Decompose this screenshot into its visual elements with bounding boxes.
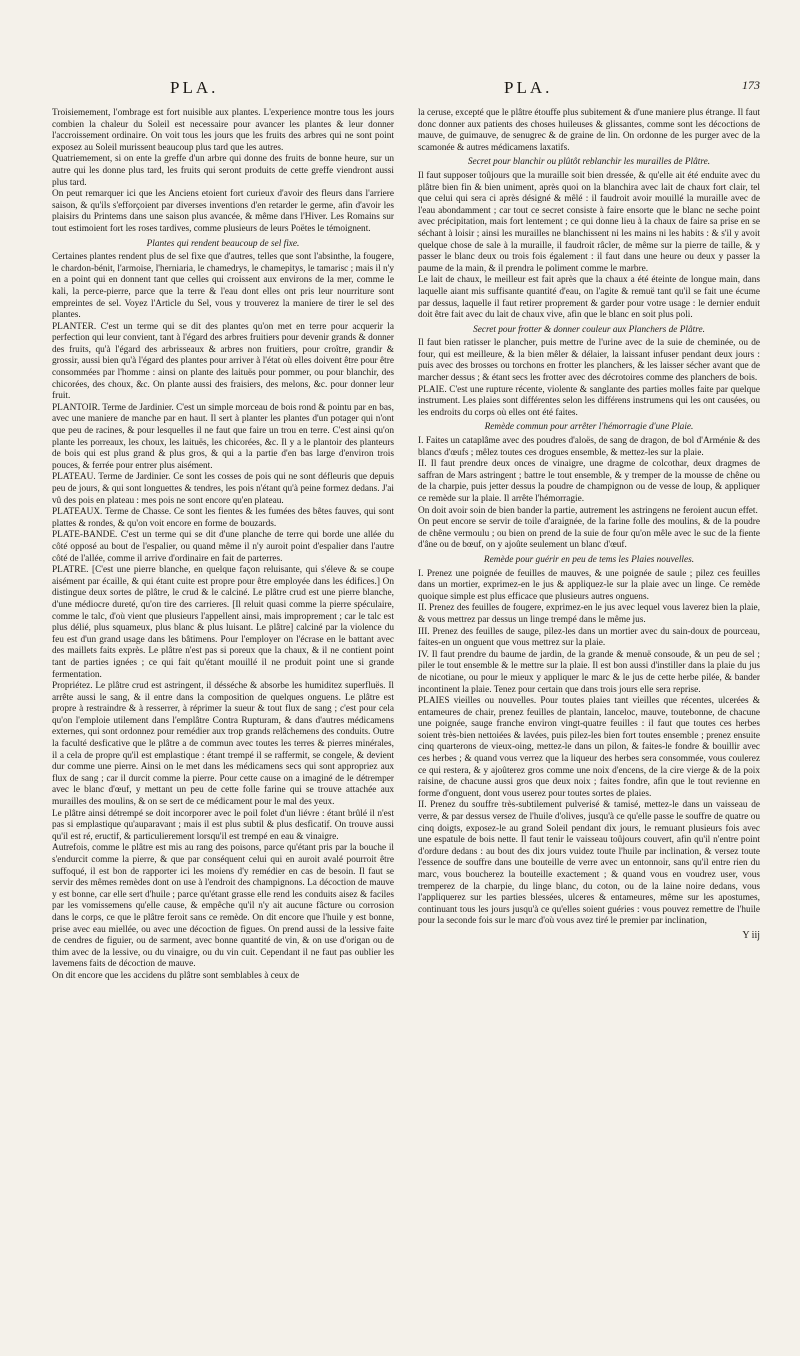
paragraph: Autrefois, comme le plâtre est mis au rang des poisons, parce qu'étant pris par la bouche il s'endurcit comme la pierre, & que par conséquent celui qui en auroit avalé pourroit être suffoqué, il est bon de rapporter ici les moiens d'y remédier en cas de besoin. Il faut se servir des mêmes remèdes dont on use à l'endroit des champignons. La décoction de mauve y est bonne, car elle sert d'huile ; parce qu'étant grasse elle rend les conduits aisez & faciles par les vomissemens qu'elle cause, & empêche qu'il n'y ait aucune fâcture ou corrosion dans le corps, ce que le plâtre feroit sans ce remède. On dit encore que l'huile y est bonne, prise avec eau miellée, ou avec une décoction de figues. On prend aussi de la lessive faite de cendres de figuier, ou de sarment, avec bonne quantité de vin, & on use d'origan ou de thim avec de la lessive, ou du vinaigre, ou du vin cuit. Cependant il ne faut pas oublier les lavemens faits de décoction de mauve. <box>52 843 394 970</box>
paragraph: IV. Il faut prendre du baume de jardin, de la grande & menuë consoude, & un peu de sel ; piler le tout ensemble & le mettre sur la plaie. Il est bon aussi d'instiller dans la plaie du jus de nicotiane, ou pour le mieux y appliquer le marc & le jus de cette herbe pilée, & bander incontinent la plaie. Tenez pour certain que dans trois jours elle sera reprise. <box>418 649 760 695</box>
left-column <box>52 108 394 983</box>
paragraph: On peut encore se servir de toile d'araignée, de la farine folle des moulins, & de la poudre de chêne vermoulu ; ou bien on prend de la suie de four qu'on mêle avec le suc de la fiente d'âne ou de bœuf, on y ajoûte seulement un blanc d'œuf. <box>418 517 760 551</box>
page-number: 173 <box>742 78 760 92</box>
paragraph: Il faut bien ratisser le plancher, puis mettre de l'urine avec de la suie de cheminée, ou de four, qui est meilleure, & la bien mêler & délaier, la laissant infuser pendant deux jours : puis avec des brosses ou torchons en frotter les planchers, & les laisser sécher avant que de marcher dessus ; & étant secs les frotter avec des décrotoires comme des planchers de bois. <box>418 338 760 384</box>
paragraph: la ceruse, excepté que le plâtre étouffe plus subitement & d'une maniere plus étrange. Il faut donc donner aux patients des choses huileuses & glissantes, comme sont les décoctions de mauve, de guimauve, de senugrec & de graine de lin. On ordonne de les purger avec de la scamonée & autres médicamens laxatifs. <box>418 108 760 153</box>
section-heading: Remède pour guérir en peu de tems les Plaies nouvelles. <box>483 554 695 565</box>
paragraph: II. Il faut prendre deux onces de vinaigre, une dragme de colcothar, deux dragmes de saffran de Mars astringent ; battre le tout ensemble, & y tremper de la mousse de chêne ou de la charpie, puis jetter dessus la poudre de champignon ou de vesse de loup, & appliquer ce remède sur la plaie. Il arrête l'hémorragie. <box>418 459 760 504</box>
paragraph: PLATE-BANDE. C'est un terme qui se dit d'une planche de terre qui borde une allée du côté opposé au bout de l'espalier, ou quand même il n'y auroit point d'espalier dans l'autre côté de l'allée, comme il arrive d'ordinaire en fait de parterres. <box>52 530 394 564</box>
section-heading: Remède commun pour arrêter l'hémorragie d'une Plaie. <box>484 422 694 433</box>
signature-mark: Y iij <box>742 929 760 941</box>
paragraph: Certaines plantes rendent plus de sel fixe que d'autres, telles que sont l'absinthe, la fougere, le chardon-bénit, l'armoise, l'herniaria, le chamedrys, le chamepitys, le tamarisc ; mais il n'y en a point qui en donnent tant que celles qui croissent aux environs de la mer, comme le kali, la perce-pierre, parce que la terre & l'eau dont elles ont pris leur nourriture sont empreintes de sel. Voyez l'Article du Sel, vous y trouverez la maniere de tirer le sel des plantes. <box>52 252 394 321</box>
section-heading: Secret pour blanchir ou plûtôt reblanchir les murailles de Plâtre. <box>467 157 711 168</box>
paragraph: On doit avoir soin de bien bander la partie, autrement les astringens ne feroient aucun effet. <box>418 505 758 516</box>
paragraph: Il faut supposer toûjours que la muraille soit bien dressée, & qu'elle ait été enduite avec du plâtre bien fin & bien uniment, après quoi on la blanchira avec lait de chaux fort clair, tel que celui qui sera ci après désigné & mêlé : il faudroit avoir mouillé la muraille avec de l'eau abondamment ; car tout ce secret consiste à faire ensorte que le blanc ne seche point avec précipitation, mais fort lentement ; ce qui donne lieu à la chaux de faire sa prise en se séchant à loisir ; ainsi les murailles ne blanchissent ni les mains ni les habits : & s'il y avoit quelque chose de sale à la muraille, il faudroit râcler, de même sur la pierre de taille, & y passer le blanc deux ou trois fois également : il faut dans une heure ou deux y passer la paume de la main, & il prendra le poliment comme le marbre. <box>418 170 760 274</box>
text-columns <box>52 108 760 983</box>
paragraph: Le lait de chaux, le meilleur est fait après que la chaux a été éteinte de longue main, dans laquelle aiant mis suffisante quantité d'eau, on l'agite & remuë tant qu'il se fait une écume par dessus, laquelle il faut retirer proprement & garder pour votre usage : le dernier enduit doit être fait avec du lait de chaux vive, afin que le blanc en soit plus poli. <box>418 275 760 321</box>
paragraph: I. Faites un cataplâme avec des poudres d'aloës, de sang de dragon, de bol d'Arménie & des blancs d'œufs ; mêlez toutes ces drogues ensemble, & mettez-les sur la plaie. <box>418 436 760 458</box>
paragraph: PLATEAU. Terme de Jardinier. Ce sont les cosses de pois qui ne sont défleuris que depuis peu de jours, & qui sont longuettes & tendres, les pois n'étant qu'à peine formez dedans. J'ai vû des pois en plateau : mes pois ne sont encore qu'en plateau. <box>52 472 394 506</box>
paragraph: II. Prenez des feuilles de fougere, exprimez-en le jus avec lequel vous laverez bien la plaie, & vous mettrez par dessus un linge trempé dans le même jus. <box>418 603 760 625</box>
paragraph: Troisiemement, l'ombrage est fort nuisible aux plantes. L'experience montre tous les jours combien la chaleur du Soleil est necessaire pour avancer les plantes & leur donner l'accroissement ordinaire. On voit tous les jours que les fruits des arbres qui ne sont point exposez au Soleil murissent beaucoup plus tard que les autres. <box>52 108 394 153</box>
paragraph: PLAIE. C'est une rupture récente, violente & sanglante des parties molles faite par quelque instrument. Les plaies sont différentes selon les différens instrumens qui les ont causées, ou les endroits du corps où elles ont été faites. <box>418 384 760 418</box>
paragraph: PLANTOIR. Terme de Jardinier. C'est un simple morceau de bois rond & pointu par en bas, avec une maniere de manche par en haut. Il sert à planter les plantes d'un potager qui n'ont que peu de racines, & pour lesquelles il ne faut que faire un trou en terre. C'est ainsi qu'on plante les porreaux, les choux, les laituës, les chicorées, &c. Il y a le plantoir des planteurs de bois qui est plus grand & plus gros, & qui a la partie d'en bas large d'environ trois pouces, & ferrée pour entrer plus aisément. <box>52 402 394 471</box>
paragraph: On peut remarquer ici que les Anciens etoient fort curieux d'avoir des fleurs dans l'arriere saison, & qu'ils s'efforçoient par diverses inventions d'en retarder le germe, afin d'avoir les plaisirs du Printems dans une saison plus avancée, & même dans l'Hiver. Les Romains sur tout estimoient fort les roses tardives, comme plusieurs de leurs Poëtes le témoignent. <box>52 189 394 234</box>
paragraph: PLATRE. [C'est une pierre blanche, en quelque façon reluisante, qui s'éleve & se coupe aisément par écaille, & qui étant cuite est propre pour être employée dans les édifices.] On distingue deux sortes de plâtre, le crud & le calciné. Le plâtre crud est une pierre blanche, d'une médiocre dureté, qu'on tire des carrieres. [Il reluit quasi comme la pierre spéculaire, comme le talc, d'où vient que plusieurs l'appellent ainsi, mais improprement ; car le talc est plus délié, plus squameux, plus blanc & plus luisant. Le plâtre] calciné par la violence du feu est d'un grand usage dans les bâtimens. Pour l'employer on l'écrase en le battant avec des maillets faits exprès. Le plâtre n'est pas si poreux que la chaux, & il ne contient point tant de parties ignées ; ce qui fait qu'étant mouillé il ne produit point une si grande fermentation. <box>52 565 394 680</box>
section-heading: Secret pour frotter & donner couleur aux Planchers de Plâtre. <box>473 324 705 335</box>
paragraph: PLANTER. C'est un terme qui se dit des plantes qu'on met en terre pour acquerir la perfection qui leur convient, tant à l'égard des arbres fruitiers pour devenir grands & donner des fruits, qu'à l'égard des arbrisseaux & arbres non fruitiers, pour croître, grandir & grossir, aussi bien qu'à l'égard des plantes pour arriver à l'état où elles doivent être pour être consommées par l'homme : ainsi on plante des laituës pour pommer, ou pour blanchir, des chicorées, des choux, &c. On plante aussi des fraisiers, des melons, &c. pour donner leur fruit. <box>52 321 394 402</box>
paragraph: PLATEAUX. Terme de Chasse. Ce sont les fientes & les fumées des bêtes fauves, qui sont plattes & rondes, & qu'on voit encore en forme de bouzards. <box>52 507 394 529</box>
paragraph: III. Prenez des feuilles de sauge, pilez-les dans un mortier avec du sain-doux de pourceau, faites-en un onguent que vous mettrez sur la plaie. <box>418 626 760 649</box>
paragraph: I. Prenez une poignée de feuilles de mauves, & une poignée de saule ; pilez ces feuilles dans un mortier, exprimez-en le jus & appliquez-le sur la plaie avec un linge. Ce remède quoique simple est plus efficace que plusieurs autres onguens. <box>418 568 760 602</box>
paragraph: II. Prenez du souffre très-subtilement pulverisé & tamisé, mettez-le dans un vaisseau de verre, & par dessus versez de l'huile d'olives, jusqu'à ce qu'elle passe le souffre de quatre ou cinq doigts, exposez-le au grand Soleil pendant dix jours, le remuant plusieurs fois avec une espatule de bois nette. Il faut tenir le vaisseau toûjours couvert, afin qu'il n'entre point d'ordure dedans : au bout des dix jours vuidez toute l'huile par inclination, & versez toute l'essence de souffre dans une bouteille de verre avec un entonnoir, sans qu'il entre rien du marc, vous boucherez la bouteille exactement ; & quand vous en voudrez user, vous tremperez de la charpie, du linge blanc, du coton, ou de la laine noire dedans, vous l'appliquerez sur les parties blessées, ulceres & entameures, même sur les apostumes, continuant tous les jours jusqu'à ce qu'elles soient guéries : vous pouvez remettre de l'huile pour la seconde fois sur le marc d'où vous avez tiré le premier par inclination, <box>418 800 760 927</box>
paragraph: PLAIES vieilles ou nouvelles. Pour toutes plaies tant vieilles que récentes, ulcerées & entameures de chair, prenez feuilles de plantain, lanceloc, mauve, toutebonne, de chacune une poignée, sauge franche environ vingt-quatre feuilles : il faut que toutes ces herbes soient très-bien nettoiées & lavées, puis pilez-les bien fort toutes ensemble ; prenez ensuite cinq quarterons de vieux-oing, mettez-le dans un pilon, & faites-le fondre & bouillir avec ces herbes ; & quand vous verrez que la liqueur des herbes sera consommée, vous coulerez ce qui restera, & y ajoûterez gros comme une noix d'encens, de la cire vierge & de la poix raisine, de chacune aussi gros que deux noix ; faites fondre, afin que le tout revienne en forme d'onguent, dont vous userez pour toutes sortes de plaies. <box>418 696 760 799</box>
paragraph: On dit encore que les accidens du plâtre sont semblables à ceux de <box>52 970 300 981</box>
paragraph: Le plâtre ainsi détrempé se doit incorporer avec le poil folet d'un liévre : étant brûlé il n'est pas si emplastique qu'auparavant ; mais il est plus subtil & plus desficatif. On trouve aussi qu'il est ré, eructif, & particulierement lorsqu'il est trempé en eau & vinaigre. <box>52 808 394 842</box>
running-head-right: PLA. <box>504 78 553 97</box>
paragraph: Quatriemement, si on ente la greffe d'un arbre qui donne des fruits de bonne heure, sur un autre qui les donne plus tard, les fruits qui seront produits de cette greffe viendront aussi plus tard. <box>52 154 394 188</box>
running-header <box>52 78 760 102</box>
running-head-left: PLA. <box>170 78 219 97</box>
right-column <box>418 108 760 983</box>
section-heading: Plantes qui rendent beaucoup de sel fixe. <box>146 238 300 249</box>
paragraph: Propriétez. Le plâtre crud est astringent, il désséche & absorbe les humiditez superfluës. Il arrête aussi le sang, & il entre dans la composition de quelques onguens. Le plâtre est propre à restraindre & à resserrer, à réprimer la sueur & tout flux de sang ; c'est pour cela qu'on l'emploie utilement dans l'emplâtre Contra Rupturam, & dans d'autres médicamens externes, qui sont ordonnez pour remédier aux trop grands relâchemens des conduits. Outre la faculté desficative que le plâtre a de commun avec toutes les terres & pierres minérales, il a cela de propre qu'il est emplastique : étant trempé il se raffermit, se congele, & devient dur comme une pierre. Ainsi on le met dans les médicamens secs qui sont appropriez aux flux de sang ; car il durcit comme la pierre. Pour cette cause on a imaginé de le détremper avec le blanc d'œuf, y mettant un peu de cette folle farine qui se trouve attachée aux murailles des moulins, & on se sert de ce médicament pour le mal des yeux. <box>52 681 394 808</box>
